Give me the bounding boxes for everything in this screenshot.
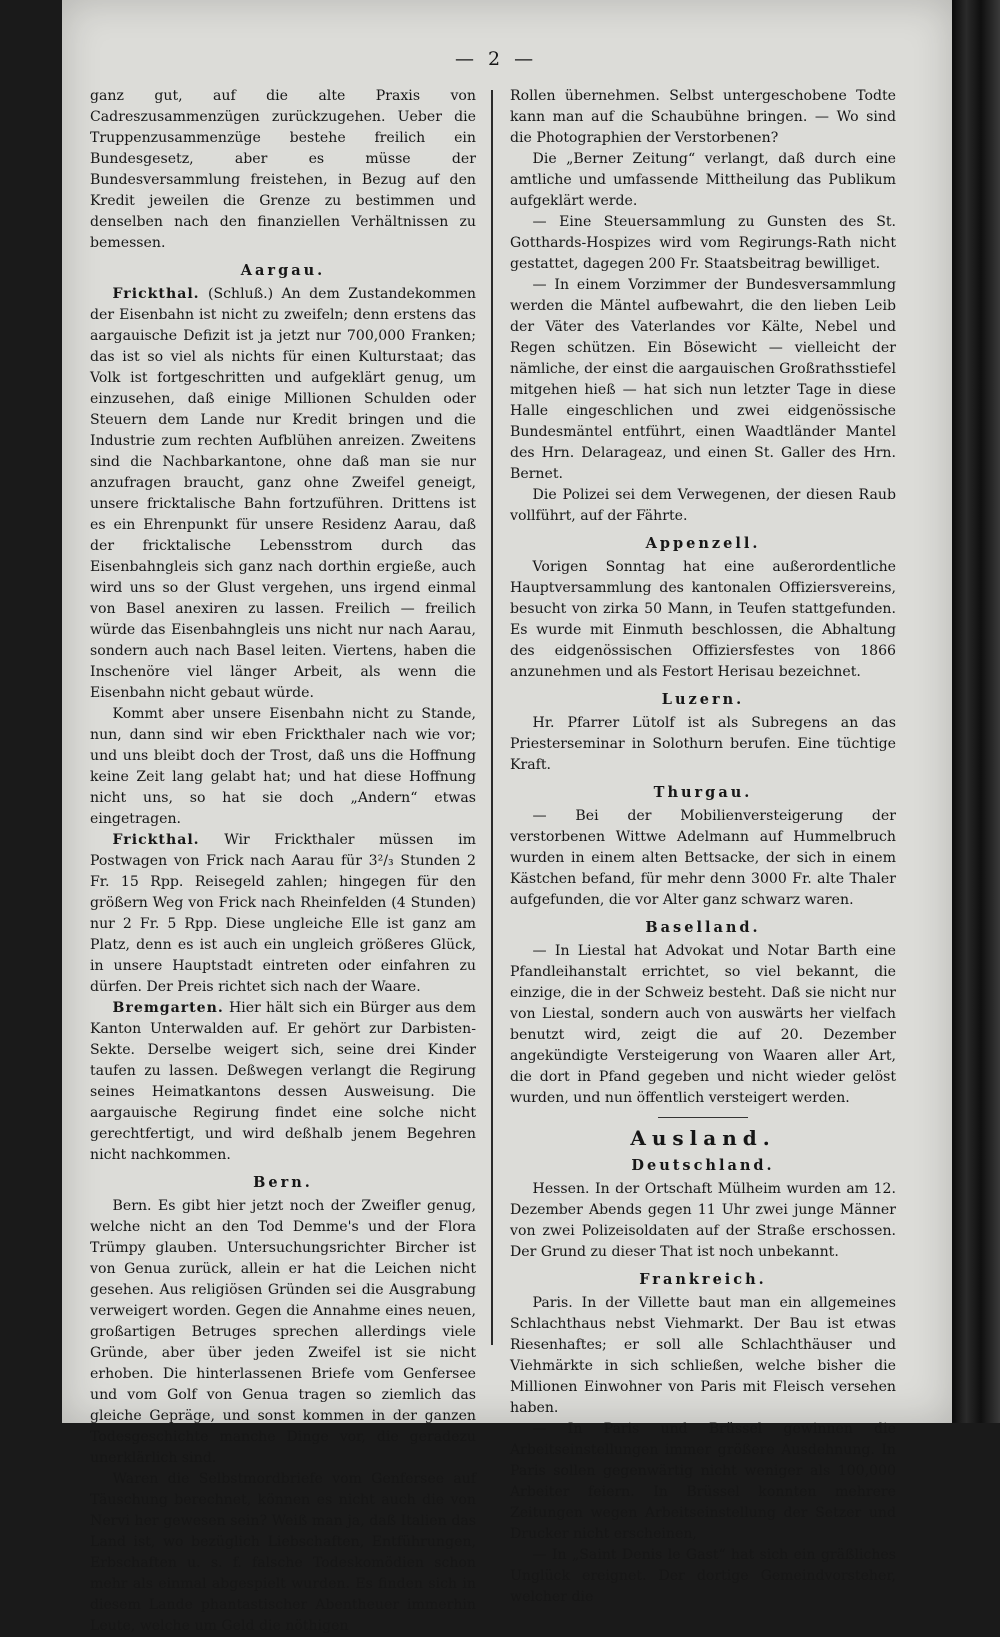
paragraph: — In Liestal hat Advokat und Notar Barth eine Pfandleihanstalt errichtet, so viel bekannt, die einzige, die in der Schweiz besteht. Daß sie nicht nur von Liestal, sondern auch von auswärts her vielfach benutzt wird, zeigt die auf 20. Dezember angekündigte Versteigerung von Waaren aller Art, die dort in Pfand gegeben und nicht wieder gelöst wurden, und nun öffentlich versteigert werden. (510, 943, 896, 1106)
section-heading-ausland: Ausland. (630, 1126, 776, 1150)
paragraph: — In „Saint Denis le Gast“ hat sich ein gräßliches Unglück ereignet. Der dortige Gemeindvorsteher, welcher die (510, 1547, 896, 1605)
section-heading-frankreich: Frankreich. (639, 1271, 767, 1288)
dateline: Frickthal. (112, 832, 200, 848)
section-heading-bern: Bern. (253, 1174, 313, 1191)
paragraph: Rollen übernehmen. Selbst untergeschobene Todte kann man auf die Schaubühne bringen. — Wo sind die Photographien der Verstorbenen? (510, 88, 896, 146)
paragraph: Die „Berner Zeitung“ verlangt, daß durch eine amtliche und umfassende Mittheilung das Publikum aufgeklärt werde. (510, 151, 896, 209)
dateline: Bremgarten. (112, 1000, 224, 1016)
paragraph: Waren die Selbstmordbriefe vom Genfersee auf Täuschung berechnet, können es nicht auch die von Nervi her gewesen sein? Weiß man ja, daß Italien das Land ist, wo bezüglich Liebschaften, Entführungen, Erbschaften u. s. f. falsche Todeskomödien schon mehr als einmal abgespielt wurden. Es finden sich in diesem Lande phantastischer Abentheuer immerhin Leute, welche um Geld die nöthigen (90, 1471, 476, 1634)
paragraph: — Eine Steuersammlung zu Gunsten des St. Gotthards-Hospizes wird vom Regirungs-Rath nicht gestattet, dagegen 200 Fr. Staatsbeitrag bewilliget. (510, 214, 896, 272)
paragraph: Vorigen Sonntag hat eine außerordentliche Hauptversammlung des kantonalen Offiziersvereins, besucht von zirka 50 Mann, in Teufen stattgefunden. Es wurde mit Einmuth beschlossen, die Abhaltung des eidgenössischen Offiziersfestes von 1866 anzunehmen und als Festort Herisau bezeichnet. (510, 559, 896, 680)
paragraph (90, 284, 476, 704)
paragraph: — In Paris und Brüssel gewinnen die Arbeitseinstellungen immer größere Ausdehnung. In Paris sollen gegenwärtig nicht weniger als 100,000 Arbeiter feiern. In Brüssel konnten mehrere Zeitungen wegen Arbeitseinstellung der Setzer und Drucker nicht erscheinen, (510, 1421, 896, 1542)
right-column (510, 86, 896, 1608)
section-heading-appenzell: Appenzell. (645, 535, 761, 552)
column-divider (491, 90, 493, 1345)
book-edge (952, 0, 1000, 1423)
section-heading-deutschland: Deutschland. (631, 1157, 775, 1174)
paragraph: ganz gut, auf die alte Praxis von Cadreszusammenzügen zurückzugehen. Ueber die Truppenzusammenzüge bestehe freilich ein Bundesgesetz, aber es müsse der Bundesversammlung freistehen, in Bezug auf den Kredit jeweilen die Grenze zu bestimmen und denselben nach den finanziellen Verhältnissen zu bemessen. (90, 88, 476, 251)
left-column (90, 86, 476, 1637)
paragraph: — Bei der Mobilienversteigerung der verstorbenen Wittwe Adelmann auf Hummelbruch wurden in einem alten Bettsacke, der sich in einem Kästchen befand, für mehr denn 3000 Fr. alte Thaler aufgefunden, die vor Alter ganz schwarz waren. (510, 808, 896, 908)
paragraph-text: (Schluß.) An dem Zustandekommen der Eisenbahn ist nicht zu zweifeln; denn erstens das aargauische Defizit ist ja jetzt nur 700,000 Franken; das ist so viel als nichts für einen Kulturstaat; das Volk ist fortgeschritten und aufgeklärt genug, um einzusehen, daß einige Millionen Schulden oder Steuern dem Lande nur Kredit bringen und die Industrie zum rechten Aufblühen anreizen. Zweitens sind die Nachbarkantone, ohne daß man sie nur anzufragen braucht, ganz ohne Zweifel geneigt, unsere fricktalische Bahn fortzuführen. Drittens ist es ein Ehrenpunkt für unsere Residenz Aarau, daß der fricktalische Lebensstrom durch das Eisenbahngleis sich ganz nach dorthin ergieße, auch wird uns so der Glust vergehen, uns irgend einmal von Basel anexiren zu lassen. Freilich — freilich würde das Eisenbahngleis uns nicht nur nach Aarau, sondern auch nach Basel leiten. Viertens, haben die Inschenöre viel länger Arbeit, als wenn die Eisenbahn nicht gebaut würde. (90, 286, 476, 701)
paragraph (90, 998, 476, 1166)
paragraph: Die Polizei sei dem Verwegenen, der diesen Raub vollführt, auf der Fährte. (510, 487, 896, 524)
page-number: — 2 — (455, 48, 538, 70)
paragraph: Paris. In der Villette baut man ein allgemeines Schlachthaus nebst Viehmarkt. Der Bau ist etwas Riesenhaftes; er soll alle Schlachthäuser und Viehmärkte in sich schließen, welche bisher die Millionen Einwohner von Paris mit Fleisch versehen haben. (510, 1295, 896, 1416)
paragraph: Bern. Es gibt hier jetzt noch der Zweifler genug, welche nicht an den Tod Demme's und der Flora Trümpy glauben. Untersuchungsrichter Bircher ist von Genua zurück, allein er hat die Leichen nicht gesehen. Aus religiösen Gründen sei die Ausgrabung verweigert worden. Gegen die Annahme eines neuen, großartigen Betruges sprechen allerdings viele Gründe, aber über jeden Zweifel ist sie nicht erhoben. Die hinterlassenen Briefe vom Genfersee und vom Golf von Genua tragen so ziemlich das gleiche Gepräge, und sonst kommen in der ganzen Todesgeschichte manche Dinge vor, die geradezu unerklärlich sind. (90, 1198, 476, 1466)
section-heading-thurgau: Thurgau. (653, 784, 753, 801)
paragraph: Hessen. In der Ortschaft Mülheim wurden am 12. Dezember Abends gegen 11 Uhr zwei junge Männer von zwei Polizeisoldaten auf der Straße erschossen. Der Grund zu dieser That ist noch unbekannt. (510, 1181, 896, 1260)
paragraph-text: Wir Frickthaler müssen im Postwagen von Frick nach Aarau für 3²/₃ Stunden 2 Fr. 15 Rpp. Reisegeld zahlen; hingegen für den größern Weg von Frick nach Rheinfelden (4 Stunden) nur 2 Fr. 5 Rpp. Diese ungleiche Elle ist ganz am Platz, denn es ist auch ein ungleich größeres Glück, in unsere Hauptstadt eintreten oder einfahren zu dürfen. Der Preis richtet sich nach der Waare. (90, 832, 476, 995)
section-heading-luzern: Luzern. (661, 691, 745, 708)
paragraph (90, 830, 476, 998)
paragraph: Kommt aber unsere Eisenbahn nicht zu Stande, nun, dann sind wir eben Frickthaler nach wie vor; und uns bleibt doch der Trost, daß uns die Hoffnung keine Zeit lang gelabt hat; und hat diese Hoffnung nicht uns, so hat sie doch „Andern“ etwas eingetragen. (90, 706, 476, 827)
section-heading-aargau: Aargau. (240, 262, 326, 279)
paragraph: Hr. Pfarrer Lütolf ist als Subregens an das Priesterseminar in Solothurn berufen. Eine tüchtige Kraft. (510, 715, 896, 773)
paragraph-text: Hier hält sich ein Bürger aus dem Kanton Unterwalden auf. Er gehört zur Darbisten-Sekte. Derselbe weigert sich, seine drei Kinder taufen zu lassen. Deßwegen verlangt die Regirung seines Heimatkantons dessen Ausweisung. Die aargauische Regirung findet eine solche nicht gerechtfertigt, und wird deßhalb jenem Begehren nicht nachkommen. (90, 1000, 476, 1163)
paragraph: — In einem Vorzimmer der Bundesversammlung werden die Mäntel aufbewahrt, die den lieben Leib der Väter des Vaterlandes vor Kälte, Nebel und Regen schützen. Ein Bösewicht — vielleicht der nämliche, der einst die aargauischen Großrathsstiefel mitgehen hieß — hat sich nun letzter Tage in diese Halle eingeschlichen und zwei eidgenössische Bundesmäntel entführt, einen Waadtländer Mantel des Hrn. Delarageaz, und einen St. Galler des Hrn. Bernet. (510, 277, 896, 482)
section-rule (658, 1117, 748, 1118)
dateline: Frickthal. (112, 286, 200, 302)
section-heading-baselland: Baselland. (645, 919, 761, 936)
